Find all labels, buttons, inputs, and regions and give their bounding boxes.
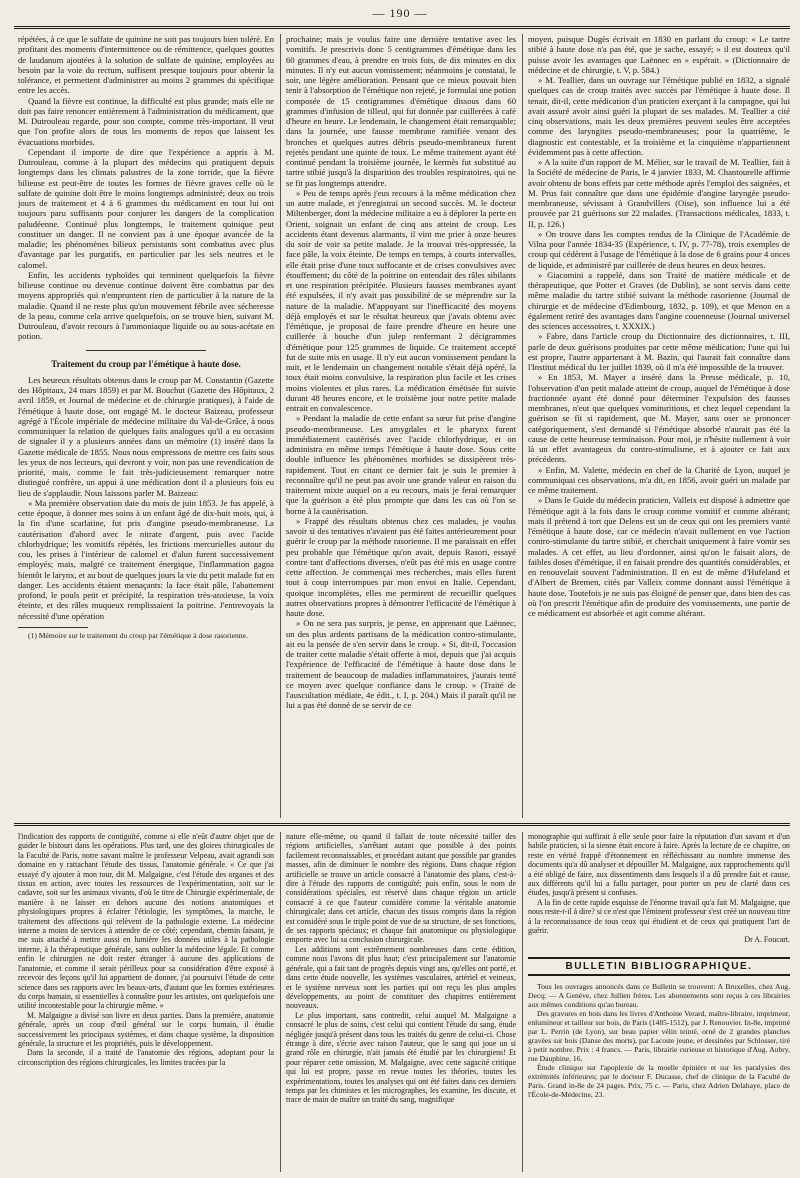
paragraph: A la fin de cette rapide esquisse de l'énorme travail qu'a fait M. Malgaigne, que nous reste-t-il à dire? si ce n'est que l'éminent professeur s'est créé un nouveau titre à la reconnaissance de tous ceux qui étudient et de ceux qui pratiquent l'art de guérir. bbox=[528, 897, 790, 936]
author-signature: Dr A. Foucart. bbox=[744, 935, 790, 945]
feuilleton-rule bbox=[14, 823, 790, 826]
bulletin-entry: Étude clinique sur l'apoplexie de la moelle épinière et sur les paralysies des extrémités inférieures; par le docteur F. Ducasse, chef de clinique de la Faculté de Paris. Grand in-8e de 24 pages. Prix, 75 c. — Paris, chez Adrien Delahaye, place de l'École-de-Médecine, 23. bbox=[528, 1063, 790, 1100]
paragraph: Le plus important, sans contredit, celui auquel M. Malgaigne a consacré le plus de soins, c'est celui qui contient l'étude du sang, étude négligée jusqu'à présent dans tous les traités du genre de celui-ci. Chose étrange à dire, s'écrie avec raison l'auteur, que le sang qui joue un si grand rôle en chirurgie, n'ait jamais été étudié par les chirurgiens! Et pour réparer cette omission, M. Malgaigne, avec cette sagacité critique qui lui est propre, passe en revue toutes les théories, toutes les expérimentations, toutes les analyses qui ont été faites dans ces derniers temps par les chimistes et les micrographes, les examine, les discute, et trace de main de maître un traité du sang, magnifique bbox=[286, 1010, 516, 1105]
column-3 bbox=[528, 34, 790, 818]
paragraph: » Frappé des résultats obtenus chez ces malades, je voulus savoir si des tentatives n'avaient pas été faites antérieurement pour guérir le croup par la méthode rasorienne. Il me paraissait en effet peu probable que l'émétique qu'on avait, depuis Rasori, essayé contre tant d'affections diverses, n'eût pas été mis en usage contre cette affection. Je commençai mes recherches, mais elles furent tout à coup interrompues par mon envoi en Italie. Cependant, quoique incomplètes, elles me permirent de recueillir quelques autres observations propres à démontrer l'efficacité de l'émétique à haute dose. bbox=[286, 515, 516, 618]
paragraph: nature elle-même, ou quand il fallait de toute nécessité tailler des régions artificielles, s'arrêtant autant que possible à des points facilement reconnaissables, et procédant autant que possible par grandes masses, afin de diminuer le nombre des régions. Dans chaque région artificielle se trouve un article consacré à l'anatomie des plans, c'est-à-dire à l'étude des rapports de contiguïté; puis enfin, sous le nom de considérations spéciales, est réservé dans chaque région un article consacré à ce que l'auteur considère comme la véritable anatomie chirurgicale; dans cet article, chacun des tissus compris dans la région est considéré sous le triple point de vue de sa structure, de ses fonctions, de ses rapports spéciaux; et chaque fait anatomique ou physiologique emporte avec lui sa conclusion chirurgicale. bbox=[286, 832, 516, 945]
page-number: — 190 — bbox=[372, 6, 428, 20]
bulletin-title: BULLETIN BIBLIOGRAPHIQUE. bbox=[528, 957, 790, 976]
paragraph: » M. Teallier, dans un ouvrage sur l'émétique publié en 1832, a signalé quelques cas de croup traités avec succès par l'émétique à haute dose. Il tenait, dit-il, cette médication d'un praticien exerçant à la campagne, qui lui avait assuré avoir ainsi guéri la plupart de ses malades. M. Teallier a cité cinq observations, mais les deux premières peuvent seules être acceptées comme des laryngites pseudo-membraneuses; pour la quatrième, le diagnostic est contestable, et la troisième et la cinquième n'appartiennent évidemment pas à cette affection. bbox=[528, 75, 790, 157]
paragraph: » A la suite d'un rapport de M. Mélier, sur le travail de M. Teallier, fait à la Société de médecine de Paris, le 4 janvier 1833, M. Chantourelle affirme avoir obtenu de bons effets par cette méthode après l'emploi des saignées, et M. Prus fait connaître que dans une épidémie d'angine laryngée pseudo-membraneuse, sévissant à Grandvillers (Oise), son influence lui a été prouvée par 21 guérisons sur 22 malades. (Transactions médicales, 1833, t. II, p. 126.) bbox=[528, 157, 790, 229]
paragraph: » Dans le Guide du médecin praticien, Valleix est disposé à admettre que l'émétique agit à la fois dans le croup comme vomitif et comme altérant; mais il prétend à tort que Delens est un de ceux qui ont les premiers vanté l'émétique à haute dose, car ce médecin n'avait nullement en vue l'action contro-stimulante du tartre stibié, et cherchait uniquement à faire vomir ses malades. A cet effet, au lieu d'ordonner, ainsi qu'on le faisait alors, de faibles doses d'émétique, il en faisait prendre des quantités considérables, et en renouvelait souvent l'administration. Il en est de même d'Hufeland et d'Albert de Bremen, cités par Valleix comme donnant aussi l'émétique à haute dose. Toutefois je ne suis pas éloigné de penser que, dans bien des cas où l'on prescrit l'émétique afin de produire des vomissements, une partie de ce médicament est absorbée et agit comme altérant. bbox=[528, 495, 790, 618]
paragraph: moyen, puisque Dugès écrivait en 1830 en parlant du croup: « Le tartre stibié à haute dose n'a pas été, que je sache, essayé; » il est douteux qu'il puisse avoir les avantages que Laënnec en » espérait. » (Dictionnaire de médecine et de chirurgie, t. V, p. 584.) bbox=[528, 34, 790, 75]
paragraph: monographie qui suffirait à elle seule pour faire la réputation d'un savant et d'un habile praticien, si la sienne était encore à faire. Après la lecture de ce chapitre, on reste en vérité frappé d'étonnement en réfléchissant au nombre immense des documents qu'a dû analyser et dépouiller M. Malgaigne, aux rapprochements qu'il a été obligé de faire, aux dissentiments dans lesquels il a dû prendre fait et cause, aux différents qu'il lui a fallu partager, pour porter un peu de clarté dans ces études, jusqu'à présent si confuses. bbox=[528, 832, 790, 898]
paragraph: » Peu de temps après j'eus recours à la même médication chez un autre malade, et j'enregistrai un second succès. M. le docteur Miltenberger, dont la médecine militaire a eu à déplorer la perte en Orient, soignait un enfant de cinq ans atteint de croup. Les accidents étant devenus alarmants, il vint me prier à onze heures du soir de voir sa petite malade. Je la trouvai très-oppressée, la face pâle, la voix éteinte. De temps en temps, à courts intervalles, elle était prise d'une toux suffocante et de crises convulsives avec étouffement; du côté de la poitrine on entendait des râles sibilants et une respiration précipitée. Plusieurs fausses membranes ayant été expulsées, il n'y avait pas possibilité de se méprendre sur la nature de la maladie. M'appuyant sur l'inefficacité des moyens déjà employés et sur le résultat heureux que j'avais obtenu avec l'émétique, je proposai de faire prendre d'heure en heure une cuillerée à bouche d'un julep renfermant 2 décigrammes d'émétique pour 125 grammes de liquide. Ce traitement accepté fut de suite mis en usage. Il n'y eut aucun vomissement pendant la nuit, et le lendemain un changement notable s'était déjà opéré, la toux était moins convulsive, la respiration plus facile et les crises moins violentes et plus rares. La médication émétisée fut suivie durant 48 heures encore, et le troisième jour notre petite malade entrait en convalescence. bbox=[286, 187, 516, 413]
paragraph: Enfin, les accidents typhoïdes qui terminent quelquefois la fièvre bilieuse continue ou devenue continue doivent être combattus par des moyens appropriés qui n'empruntent rien de particulier à la nature de la maladie. Quand il ne reste plus qu'un mouvement fébrile avec sécheresse de la peau, comme cela arrive quelquefois, on se trouve bien, suivant M. Dutrouleau, d'avoir recours à l'ammoniaque liquide ou au sous-acétate en potion. bbox=[18, 269, 274, 342]
top-rule bbox=[14, 26, 790, 29]
column-1 bbox=[18, 34, 274, 818]
paragraph: répétées, à ce que le sulfate de quinine ne soit pas toujours bien toléré. En profitant des moments d'intermittence ou de rémittence, quelques gouttes de laudanum ajoutées à la solution de sulfate de quinine, employées au besoin par la voie du rectum, suffisent presque toujours pour obtenir la tolérance, et permettent d'administrer au moins 2 grammes du spécifique entre les accès. bbox=[18, 34, 274, 96]
paragraph: » Giacomini a rappelé, dans son Traité de matière médicale et de thérapeutique, que Potter et Graves (de Dublin), se sont servis dans cette même maladie du tartre stibié suivant la méthode rasorienne (Journal de chirurgie et de médecine d'Edimbourg, 1832, p. 109), et que Menon en a également retiré des avantages dans l'angine couenneuse (Journal universel des sciences accessoires, t. XXXIX.) bbox=[528, 269, 790, 331]
paragraph: » Fabre, dans l'article croup du Dictionnaire des dictionnaires, t. III, parle de deux guérisons produites par cette même médication; l'une qui lui est propre, l'autre appartenant à M. Bazin, qui l'aurait fait connaître dans l'Institut médical du 1er juillet 1839, où il m'a été impossible de la trouver. bbox=[528, 331, 790, 372]
paragraph: Les additions sont extrêmement nombreuses dans cette édition, comme nous l'avons dit plus haut; c'est principalement sur l'anatomie générale, qui a fait tant de progrès depuis vingt ans, qu'elles ont porté, et dans cette étude nouvelle, les systèmes vasculaires, artériel et veineux, et le système nerveux sont les parties qui ont reçu les plus amples développements, au point de constituer des chapitres entièrement nouveaux. bbox=[286, 944, 516, 1011]
section-title: Traitement du croup par l'émétique à haute dose. bbox=[51, 358, 241, 369]
paragraph: Dans la seconde, il a traité de l'anatomie des régions, adoptant pour la circonscription des régions chirurgicales, les limites tracées par la bbox=[18, 1048, 274, 1067]
paragraph: l'indication des rapports de contiguïté, comme si elle n'eût d'autre objet que de guider le bistouri dans les opérations. Plus tard, une des gloires chirurgicales de la Faculté de Paris, notre savant maître le professeur Velpeau, avait agrandi son domaine en y rattachant l'étude des tissus, l'anatomie générale. « Ce que j'ai essayé d'y ajouter à mon tour, dit M. Malgaigne, c'est l'étude des organes et des tissus en action, avec toutes les ressources de l'expérimentation, soit sur le cadavre, soit sur les animaux vivants, d'où le titre de Chirurgie expérimentale, de manière à ne laisser en dehors aucune des notions anatomiques et physiologiques propres à éclairer l'étiologie, les symptômes, la marche, le traitement des affections qui relèvent de la pathologie externe. La médecine interne a moins de services à attendre de ce côté; cependant, chemin faisant, je me suis attaché à mettre aussi en lumière les données utiles à la pathologie interne, à la thérapeutique générale, sans oublier la médecine légale. Et comme enfin le chirurgien ne doit rester étranger à aucune des applications de l'anatomie, et comme il serait périlleux pour sa considération d'être exposé à recevoir des leçons qu'il lui appartient de donner, j'ai poursuivi l'étude de cette science dans ses rapports avec les beaux-arts, d'autant que les formes extérieures du corps humain, si essentielles à connaître pour les artistes, ont quelquefois une utilité incontestable pour la chirurgie même. » bbox=[18, 832, 274, 1011]
paragraph: Cependant il importe de dire que l'expérience a appris à M. Dutrouleau, comme à la plupart des médecins qui pratiquent depuis longtemps dans les climats palustres de la zone torride, que la fièvre bilieuse est peut-être de toutes les formes de fièvre graves celle où le sulfate de quinine doit être le moins longtemps administré; deux ou trois jours de traitement et 4 à 6 grammes du médicament en tout lui ont toujours paru suffisants pour conjurer les dangers de la complication paludéenne. Continué plus longtemps, le traitement quinique peut constituer un danger. Il ne convient pas à une époque avancée de la maladie; les phénomènes bilieux persistants sont combattus avec plus d'avantage par les purgatifs, en particulier par les sels neutres et le calomel. bbox=[18, 146, 274, 270]
column-divider bbox=[522, 34, 523, 818]
lower-column-3 bbox=[528, 832, 790, 1172]
section-separator bbox=[86, 350, 206, 351]
column-divider bbox=[522, 832, 523, 1172]
bulletin-notice: Tous les ouvrages annoncés dans ce Bulletin se trouvent: A Bruxelles, chez Aug. Decq; — A Genève, chez Jullien frères. Les abonnements sont reçus à ces librairies aux mêmes conditions qu'au bureau. bbox=[528, 982, 790, 1010]
paragraph: » On ne sera pas surpris, je pense, en apprenant que Laënnec, un des plus ardents partisans de la médication contro-stimulante, ait eu la pensée de s'en servir dans le croup. « Si, dit-il, l'occasion de traiter cette maladie s'était offerte à moi, depuis que j'ai acquis l'expérience de l'efficacité de l'émétique à haute dose dans le traitement de beaucoup de maladies inflammatoires, j'aurais tenté ce moyen avec quelque confiance dans le croup. » (Traité de l'auscultation médiate, 4e édit., t. I, p. 204.) Mais il paraît qu'il ne lui a pas été donné de se servir de ce bbox=[286, 618, 516, 711]
paragraph: » On trouve dans les comptes rendus de la Clinique de l'Académie de Vilna pour l'année 1834-35 (Expérience, t. IV, p. 77-78), trois exemples de croup qui cédèrent à l'usage de l'émétique à la dose de 6 grains pour 4 onces de liquide, et administré par cuillerée de deux heures en deux heures. bbox=[528, 228, 790, 270]
paragraph: Les heureux résultats obtenus dans le croup par M. Constantin (Gazette des Hôpitaux, 24 mars 1859) et par M. Bouchut (Gazette des Hôpitaux, 2 avril 1859, et Journal de médecine et de chirurgie pratiques), à l'aide de l'émétique à haute dose, ont engagé M. le docteur Baizeau, professeur agrégé à l'École impériale de médecine militaire du Val-de-Grâce, à nous communiquer la relation de quelques faits analogues qu'il a eu occasion de signaler il y a plusieurs années dans un mémoire (1) inséré dans la Gazette médicale de 1855. Nous nous empressons de mettre ces faits sous les yeux de nos lecteurs, qui devront y voir, non pas une revendication de priorité, mais, comme le fait très-judicieusement remarquer notre distingué confrère, un appui à une médication dont il a plusieurs fois eu lieu de s'applaudir. Nous laissons parler M. Baizeau: bbox=[18, 374, 274, 498]
footnote-rule bbox=[18, 627, 88, 628]
paragraph: » En 1853, M. Mayer a inséré dans la Presse médicale, p. 10, l'observation d'un petit malade atteint de croup, auquel de l'émétique à dose fractionnée ayant été donné pour déterminer l'expulsion des fausses membranes, n'eut que quelques vomituritions, et chez lequel cependant la guérison se fit si rapidement, que M. Mayer, sans oser se prononcer catégoriquement, s'est demandé si l'émétique absorbé n'aurait pas été la cause de cette heureuse terminaison. Pour moi, je n'hésite nullement à voir là un effet avantageux du contro-stimulisme, et à ajouter ce fait aux précédents. bbox=[528, 372, 790, 465]
footnote: (1) Mémoire sur le traitement du croup par l'émétique à dose rasorienne. bbox=[28, 630, 248, 640]
paragraph: prochaine; mais je voulus faire une dernière tentative avec les vomitifs. Je prescrivis donc 5 centigrammes d'émétique dans les 60 grammes d'eau, à prendre en trois fois, de dix minutes en dix minutes. Il n'y eut aucun vomissement; néanmoins je constatai, le soir, une légère amélioration. Pensant que ce mieux pouvait bien tenir à l'absorption de l'émétique non rejeté, je formulai une potion composée de 15 centigrammes d'émétique dissous dans 60 grammes d'infusion de tilleul, qui fut donnée par cuillerées à café d'heure en heure. Le lendemain, le changement était remarquable; dans la journée, une fausse membrane ramifiée venant des bronches et quelques autres débris pseudo-membraneux furent rejetés pendant une quinte de toux. Le même traitement ayant été continué pendant la troisième journée, le kermès fut substitué au tartre stibié jusqu'à la disparition des troubles respiratoires, qui ne se fit pas longtemps attendre. bbox=[286, 34, 516, 188]
paragraph: » Enfin, M. Valette, médecin en chef de la Charité de Lyon, auquel je communiquai ces observations, m'a dit, en 1856, avoir guéri un malade par ce même traitement. bbox=[528, 464, 790, 495]
paragraph: M. Malgaigne a divisé son livre en deux parties. Dans la première, anatomie générale, après un coup d'œil général sur le corps humain, il étudie successivement les principaux systèmes, et dans chaque système, la disposition générale, la structure et les propriétés, puis le développement. bbox=[18, 1010, 274, 1048]
paragraph: » Pendant la maladie de cette enfant sa sœur fut prise d'angine pseudo-membraneuse. Les amygdales et le pharynx furent immédiatement cautérisés avec l'acide chlorhydrique, et on administra en même temps l'émétique à haute dose. Sous cette double influence les phénomènes morbides se dissipèrent très-rapidement. Tout en citant ce dernier fait je suis le premier à reconnaître qu'il ne peut pas avoir une grande valeur en raison du traitement mixte auquel on a eu recours, mais je ferai remarquer que la guérison a été plus prompte que dans les cas où l'on se borne à la cautérisation. bbox=[286, 413, 516, 516]
column-divider bbox=[280, 34, 281, 818]
column-2 bbox=[286, 34, 516, 818]
lower-column-2 bbox=[286, 832, 516, 1172]
bulletin-entry: Des gravures en bois dans les livres d'Anthoine Verard, maître-libraire, imprimeur, enlumineur et tailleur sur bois, de Paris (1485-1512), par J. Renouvier. In-8e, imprimé par L. Perrin (de Lyon), sur beau papier vélin teinté, orné de 2 grandes planches gravées sur bois (Danse des morts), par Lacoste jeune, et dessinées par Schlosser, tiré à petit nombre. Prix : 4 francs. — Paris, librairie curieuse et historique d'Aug. Aubry, rue Dauphine, 16. bbox=[528, 1009, 790, 1064]
lower-column-1 bbox=[18, 832, 274, 1172]
paragraph: « Ma première observation date du mois de juin 1853. Je fus appelé, à cette époque, à donner mes soins à un enfant âgé de dix-huit mois, qui, à la fin d'une scarlatine, fut pris d'angine pseudo-membraneuse. La cautérisation d'abord avec le nitrate d'argent, puis avec l'acide chlorhydrique; les vomitifs répétés, les frictions mercurielles autour du cou, les prises à l'intérieur de calomel et d'alun furent successivement employés; mais, malgré ce traitement énergique, l'inflammation gagna bientôt le larynx, et au bout de quelques jours la vie du petit malade fut en danger. Les accidents étaient menaçants: la face était pâle, l'abattement profond, le pouls petit et précipité, la respiration très-anxieuse, la voix éteinte, et des râles muqueux remplissaient la poitrine. J'entrevoyais la nécessité d'une opération bbox=[18, 497, 274, 621]
paragraph: Quand la fièvre est continue, la difficulté est plus grande; mais elle ne doit pas faire renoncer entièrement à l'administration du médicament, que M. Dutrouleau regarde, pour son compte, comme très-important. Il veut que l'on profite alors de tous les moments de repos que laissent les évacuations morbides. bbox=[18, 95, 274, 147]
column-divider bbox=[280, 832, 281, 1172]
